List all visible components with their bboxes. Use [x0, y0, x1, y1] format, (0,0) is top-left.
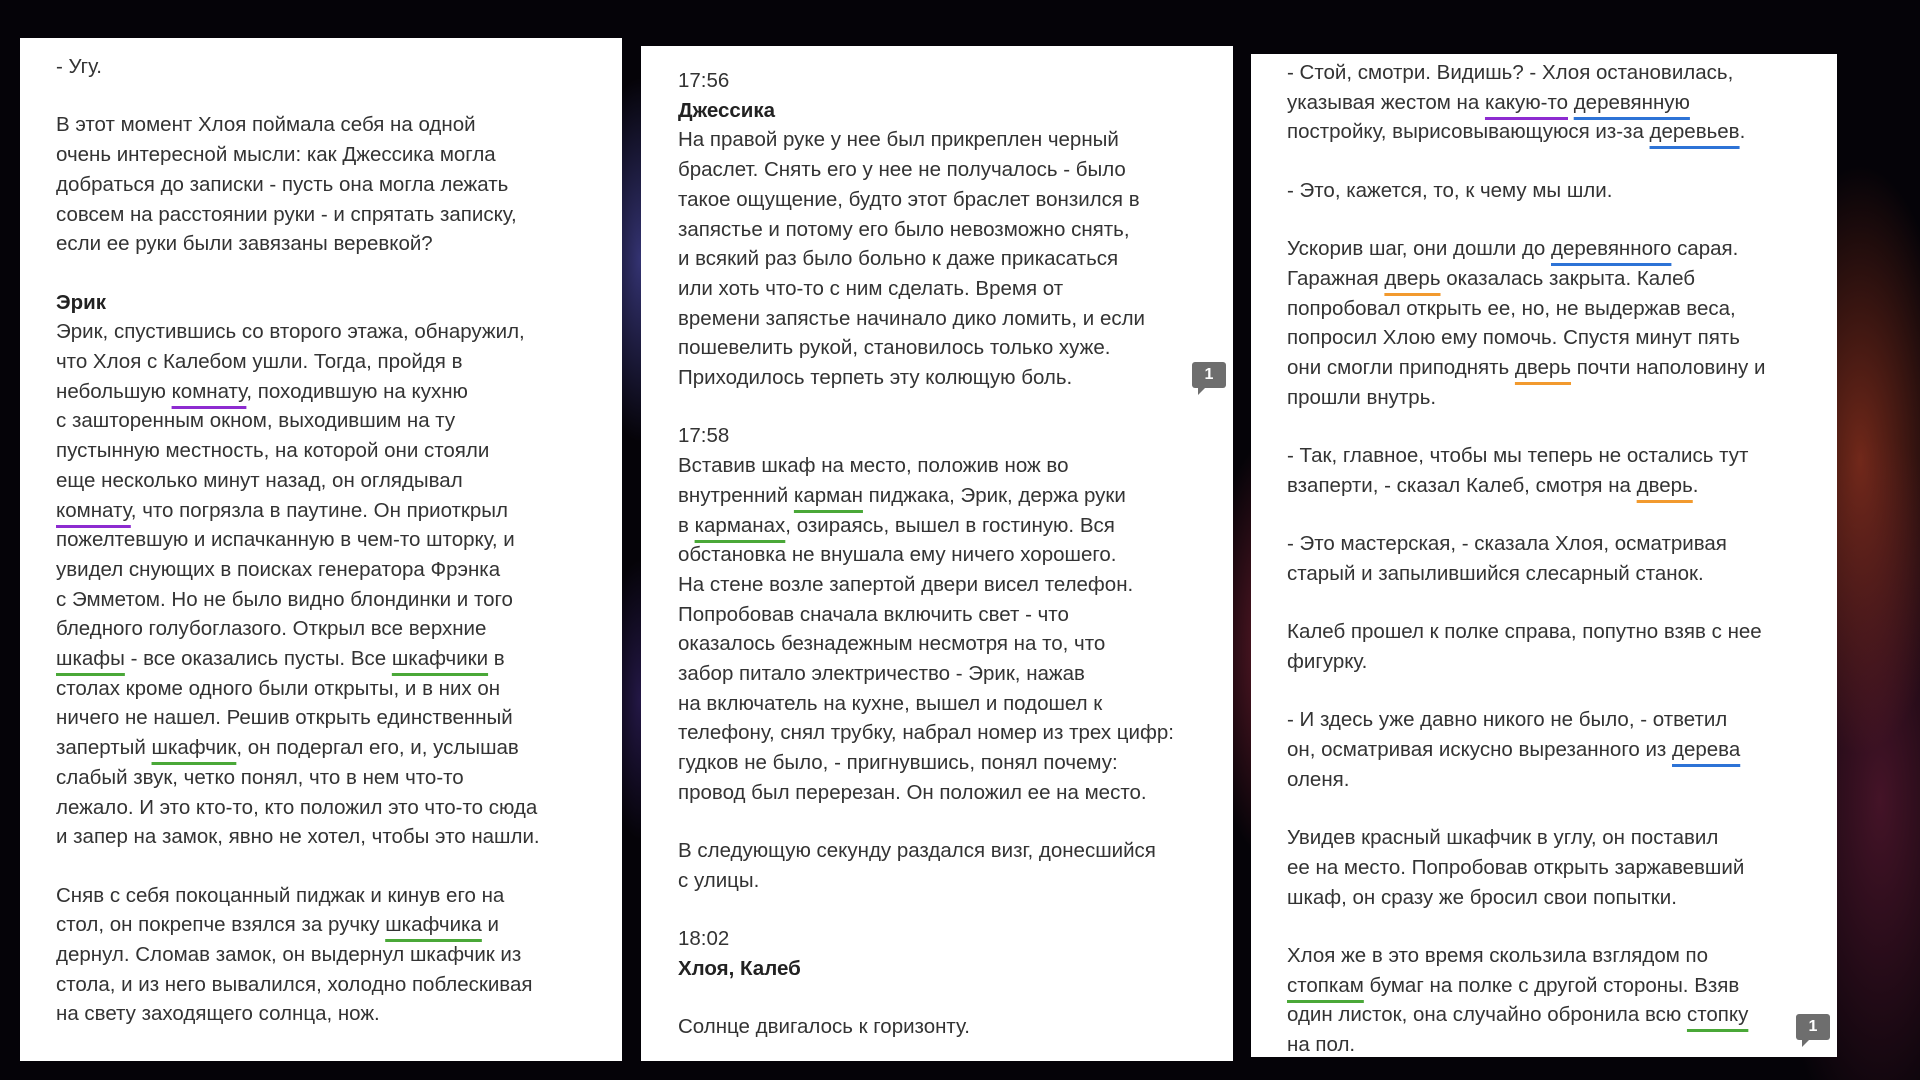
- text-run: оказалось безнадежным несмотря на то, что: [678, 632, 1106, 656]
- text-line: [678, 155, 1213, 185]
- text-line: [1287, 234, 1821, 264]
- text-line: [56, 614, 602, 644]
- text-line: [56, 229, 602, 259]
- paragraph: [1287, 823, 1821, 912]
- text-line: [1287, 971, 1821, 1001]
- text-run: он, осматривая искусно вырезанного из: [1287, 738, 1672, 762]
- text-run: Вставив шкаф на место, положив нож во: [678, 454, 1069, 478]
- text-line: [56, 999, 602, 1029]
- highlighted-word: какую-то: [1484, 90, 1568, 114]
- text-run: они смогли приподнять: [1287, 356, 1515, 379]
- highlighted-word: стопкам: [1287, 973, 1364, 997]
- text-run: стола, и из него вывалился, холодно поблескивая: [56, 972, 533, 996]
- text-run: пустынную местность, на которой они стояли: [56, 439, 490, 463]
- highlighted-word: деревянную: [1573, 90, 1690, 114]
- text-run: сарая.: [1671, 237, 1739, 261]
- paragraph: [678, 421, 1213, 807]
- text-line: [1287, 471, 1821, 501]
- section-heading: Эрик: [56, 290, 106, 314]
- text-line: [678, 659, 1213, 689]
- text-run: ничего не нашел. Решив открыть единственный: [56, 706, 513, 730]
- text-run: прошли внутрь.: [1287, 385, 1437, 409]
- text-run: ее на место. Попробовав открыть заржавевший: [1287, 855, 1745, 879]
- text-run: пошевелить рукой, становилось только хуже.: [678, 336, 1111, 360]
- text-run: - все оказались пусты. Все: [124, 647, 392, 671]
- text-run: телефону, снял трубку, набрал номер из трех цифр:: [678, 721, 1174, 745]
- text-line: [56, 288, 602, 318]
- text-line: [56, 644, 602, 674]
- text-line: [56, 733, 602, 763]
- highlighted-word: шкафы: [56, 647, 125, 671]
- text-line: [1287, 1030, 1821, 1060]
- paragraph: [56, 881, 602, 1030]
- text-run: слабый звук, четко понял, что в нем что-то: [56, 765, 464, 789]
- text-run: дернул. Сломав замок, он выдернул шкафчик из: [56, 943, 522, 967]
- paragraph: [1287, 58, 1821, 147]
- text-line: [678, 421, 1213, 451]
- text-run: старый и запылившийся слесарный станок.: [1287, 561, 1704, 585]
- text-line: [56, 377, 602, 407]
- text-line: [678, 924, 1213, 954]
- text-run: На правой руке у нее был прикреплен черный: [678, 128, 1119, 152]
- text-line: [1287, 1000, 1821, 1030]
- text-line: [56, 525, 602, 555]
- text-line: [56, 200, 602, 230]
- text-line: [1287, 735, 1821, 765]
- text-run: Увидев красный шкафчик в углу, он поставил: [1287, 826, 1719, 850]
- text-line: [56, 822, 602, 852]
- text-line: [678, 451, 1213, 481]
- paragraph: [678, 836, 1213, 895]
- text-run: .: [1692, 473, 1699, 497]
- text-line: [1287, 941, 1821, 971]
- text-run: В следующую секунду раздался визг, донесшийся: [678, 839, 1156, 863]
- text-line: [56, 436, 602, 466]
- paragraph: [678, 66, 1213, 393]
- text-line: [1287, 323, 1821, 353]
- text-line: [678, 511, 1213, 541]
- text-run: лежало. И это кто-то, кто положил это что-то сюда: [56, 795, 538, 819]
- book-page-left: [20, 38, 622, 1061]
- text-run: провод был перерезан. Он положил ее на место.: [678, 780, 1147, 804]
- text-run: .: [1739, 120, 1746, 144]
- text-run: в: [678, 513, 695, 537]
- text-run: или хоть что-то с ним сделать. Время от: [678, 276, 1064, 300]
- text-run: бумаг на полке с другой стороны. Взяв: [1363, 973, 1740, 997]
- comment-count-badge[interactable]: 1: [1192, 362, 1226, 388]
- text-line: [1287, 58, 1821, 88]
- text-run: времени запястье начинало дико ломить, и если: [678, 306, 1146, 330]
- text-line: [56, 110, 602, 140]
- paragraph: [678, 924, 1213, 983]
- text-line: [678, 274, 1213, 304]
- highlighted-word: дверь: [1636, 473, 1693, 497]
- text-line: [678, 125, 1213, 155]
- text-run: взаперти, - сказал Калеб, смотря на: [1287, 473, 1637, 497]
- text-run: , он подергал его, и, услышав: [236, 736, 519, 760]
- paragraph: [1287, 441, 1821, 500]
- text-run: Эрик, спустившись со второго этажа, обнаружил,: [56, 320, 525, 344]
- text-run: на пол.: [1287, 1033, 1356, 1057]
- text-run: обстановка не внушала ему ничего хорошего.: [678, 543, 1117, 567]
- text-run: что Хлоя с Калебом ушли. Тогда, пройдя в: [56, 350, 463, 373]
- text-run: 17:56: [678, 69, 730, 92]
- paragraph: [1287, 617, 1821, 676]
- paragraph: [1287, 234, 1821, 412]
- text-run: пиджака, Эрик, держа руки: [862, 483, 1126, 507]
- text-line: [678, 215, 1213, 245]
- paragraph: [1287, 529, 1821, 588]
- text-run: и всякий раз было больно к даже прикасаться: [678, 247, 1119, 271]
- text-run: Солнце двигалось к горизонту.: [678, 1015, 970, 1039]
- text-line: [678, 748, 1213, 778]
- text-run: почти наполовину и: [1571, 356, 1766, 379]
- text-run: если ее руки были завязаны веревкой?: [56, 232, 433, 256]
- text-run: гудков не было, - пригнувшись, понял почему:: [678, 751, 1118, 775]
- text-line: [56, 140, 602, 170]
- text-run: На стене возле запертой двери висел телефон.: [678, 572, 1134, 596]
- highlighted-word: комнату: [171, 379, 247, 403]
- paragraph: [678, 1012, 1213, 1042]
- text-run: на включатель на кухне, вышел и подошел к: [678, 691, 1103, 715]
- text-run: оказалась закрыта. Калеб: [1440, 266, 1696, 290]
- text-line: [678, 600, 1213, 630]
- text-run: Гаражная: [1287, 266, 1385, 290]
- text-run: оленя.: [1287, 767, 1350, 791]
- paragraph: [1287, 176, 1821, 206]
- text-run: забор питало электричество - Эрик, нажав: [678, 662, 1085, 686]
- text-run: с улицы.: [678, 868, 760, 892]
- text-line: [678, 718, 1213, 748]
- text-run: фигурку.: [1287, 649, 1368, 673]
- highlighted-word: комнату: [56, 498, 131, 522]
- text-line: [678, 778, 1213, 808]
- text-line: [1287, 617, 1821, 647]
- highlighted-word: карманах: [694, 513, 786, 537]
- highlighted-word: шкафчик: [151, 736, 237, 760]
- text-run: с Эмметом. Но не было видно блондинки и того: [56, 587, 513, 611]
- text-line: [1287, 383, 1821, 413]
- text-run: еще несколько минут назад, он оглядывал: [56, 468, 463, 492]
- text-line: [56, 763, 602, 793]
- text-run: - Это, кажется, то, к чему мы шли.: [1287, 178, 1613, 202]
- text-line: [1287, 353, 1821, 383]
- text-line: [56, 881, 602, 911]
- book-page-right: [1251, 54, 1837, 1057]
- section-heading: Джессика: [678, 98, 776, 122]
- paragraph: [1287, 941, 1821, 1060]
- text-line: [1287, 264, 1821, 294]
- text-line: [678, 629, 1213, 659]
- text-line: [56, 970, 602, 1000]
- highlighted-word: деревянного: [1551, 237, 1672, 261]
- book-page-middle: [641, 46, 1233, 1061]
- highlighted-word: стопку: [1686, 1003, 1749, 1027]
- text-line: [1287, 765, 1821, 795]
- text-run: увидел снующих в поисках генератора Фрэнка: [56, 557, 501, 581]
- highlighted-word: дерева: [1672, 738, 1741, 762]
- text-run: Приходилось терпеть эту колющую боль.: [678, 366, 1073, 390]
- text-line: [56, 555, 602, 585]
- text-run: , озираясь, вышел в гостиную. Вся: [785, 513, 1115, 537]
- text-line: [56, 170, 602, 200]
- text-line: [678, 244, 1213, 274]
- text-run: - Стой, смотри. Видишь? - Хлоя остановилась,: [1287, 61, 1734, 84]
- text-line: [56, 585, 602, 615]
- text-run: В этот момент Хлоя поймала себя на одной: [56, 113, 476, 137]
- text-run: Сняв с себя покоцанный пиджак и кинув его на: [56, 883, 505, 907]
- text-line: [678, 363, 1213, 393]
- text-run: и запер на замок, явно не хотел, чтобы это нашли.: [56, 825, 540, 849]
- text-run: 17:58: [678, 424, 730, 448]
- text-run: 18:02: [678, 927, 730, 951]
- text-run: такое ощущение, будто этот браслет вонзился в: [678, 187, 1140, 211]
- text-line: [56, 347, 602, 377]
- text-run: браслет. Снять его у нее не получалось - было: [678, 158, 1126, 182]
- paragraph: [1287, 705, 1821, 794]
- text-run: в: [488, 647, 505, 671]
- text-line: [1287, 529, 1821, 559]
- text-run: - Так, главное, чтобы мы теперь не остались тут: [1287, 444, 1749, 468]
- text-run: с зашторенным окном, выходившим на ту: [56, 409, 456, 433]
- paragraph: [56, 110, 602, 259]
- text-run: один листок, она случайно обронила всю: [1287, 1003, 1687, 1027]
- text-line: [56, 910, 602, 940]
- text-line: [1287, 176, 1821, 206]
- text-run: Хлоя же в это время скользила взглядом по: [1287, 943, 1709, 967]
- highlighted-word: шкафчика: [385, 913, 482, 937]
- text-run: совсем на расстоянии руки - и спрятать записку,: [56, 202, 517, 226]
- text-line: [56, 496, 602, 526]
- text-line: [56, 940, 602, 970]
- text-run: Ускорив шаг, они дошли до: [1287, 237, 1551, 261]
- highlighted-word: дверь: [1384, 266, 1441, 290]
- text-run: , походившую на кухню: [246, 379, 468, 403]
- text-run: Попробовав сначала включить свет - что: [678, 602, 1069, 626]
- text-run: запертый: [56, 736, 152, 760]
- text-run: - Это мастерская, - сказала Хлоя, осматривая: [1287, 532, 1727, 556]
- text-run: - И здесь уже давно никого не было, - ответил: [1287, 708, 1728, 732]
- text-run: запястье и потому его было невозможно снять,: [678, 217, 1130, 241]
- text-run: пожелтевшую и испачканную в чем-то шторку, и: [56, 528, 515, 552]
- text-line: [678, 66, 1213, 96]
- text-line: [678, 1012, 1213, 1042]
- text-line: [1287, 853, 1821, 883]
- paragraph: [56, 52, 602, 82]
- text-line: [56, 52, 602, 82]
- text-run: Калеб прошел к полке справа, попутно взяв с нее: [1287, 620, 1762, 644]
- text-run: - Угу.: [56, 55, 102, 78]
- text-line: [678, 481, 1213, 511]
- text-line: [678, 570, 1213, 600]
- paragraph: [56, 288, 602, 852]
- text-run: , что погрязла в паутине. Он приоткрыл: [130, 498, 508, 522]
- text-run: столах кроме одного были открыты, и в них он: [56, 676, 501, 700]
- text-line: [56, 466, 602, 496]
- text-line: [56, 317, 602, 347]
- text-line: [56, 703, 602, 733]
- text-run: шкаф, он сразу же бросил свои попытки.: [1287, 885, 1677, 909]
- text-line: [1287, 441, 1821, 471]
- text-line: [678, 96, 1213, 126]
- text-line: [678, 333, 1213, 363]
- text-line: [1287, 705, 1821, 735]
- text-run: внутренний: [678, 483, 794, 507]
- text-line: [678, 866, 1213, 896]
- text-line: [1287, 647, 1821, 677]
- highlighted-word: дверь: [1514, 356, 1572, 379]
- text-run: небольшую: [56, 379, 172, 403]
- text-line: [678, 185, 1213, 215]
- text-line: [678, 304, 1213, 334]
- text-line: [678, 954, 1213, 984]
- text-run: бледного голубоглазого. Открыл все верхние: [56, 617, 487, 641]
- section-heading: Хлоя, Калеб: [678, 957, 801, 981]
- text-line: [1287, 883, 1821, 913]
- highlighted-word: шкафчики: [391, 647, 489, 671]
- text-line: [1287, 294, 1821, 324]
- text-line: [678, 689, 1213, 719]
- text-line: [678, 540, 1213, 570]
- text-line: [56, 674, 602, 704]
- text-line: [1287, 559, 1821, 589]
- text-line: [678, 836, 1213, 866]
- comment-count-badge[interactable]: 1: [1796, 1014, 1830, 1040]
- text-run: постройку, вырисовывающуюся из-за: [1287, 120, 1650, 144]
- highlighted-word: карман: [793, 483, 863, 507]
- text-run: стол, он покрепче взялся за ручку: [56, 913, 386, 937]
- text-run: на свету заходящего солнца, нож.: [56, 1002, 380, 1026]
- text-run: попробовал открыть ее, но, не выдержав веса,: [1287, 296, 1736, 320]
- text-line: [56, 406, 602, 436]
- text-line: [1287, 823, 1821, 853]
- text-run: и: [481, 913, 499, 937]
- text-line: [56, 793, 602, 823]
- text-line: [1287, 88, 1821, 118]
- text-line: [1287, 117, 1821, 147]
- text-run: очень интересной мысли: как Джессика могла: [56, 143, 496, 167]
- text-run: попросил Хлою ему помочь. Спустя минут пять: [1287, 326, 1740, 350]
- text-run: указывая жестом на: [1287, 90, 1485, 114]
- text-run: добраться до записки - пусть она могла лежать: [56, 172, 509, 196]
- highlighted-word: деревьев: [1649, 120, 1740, 144]
